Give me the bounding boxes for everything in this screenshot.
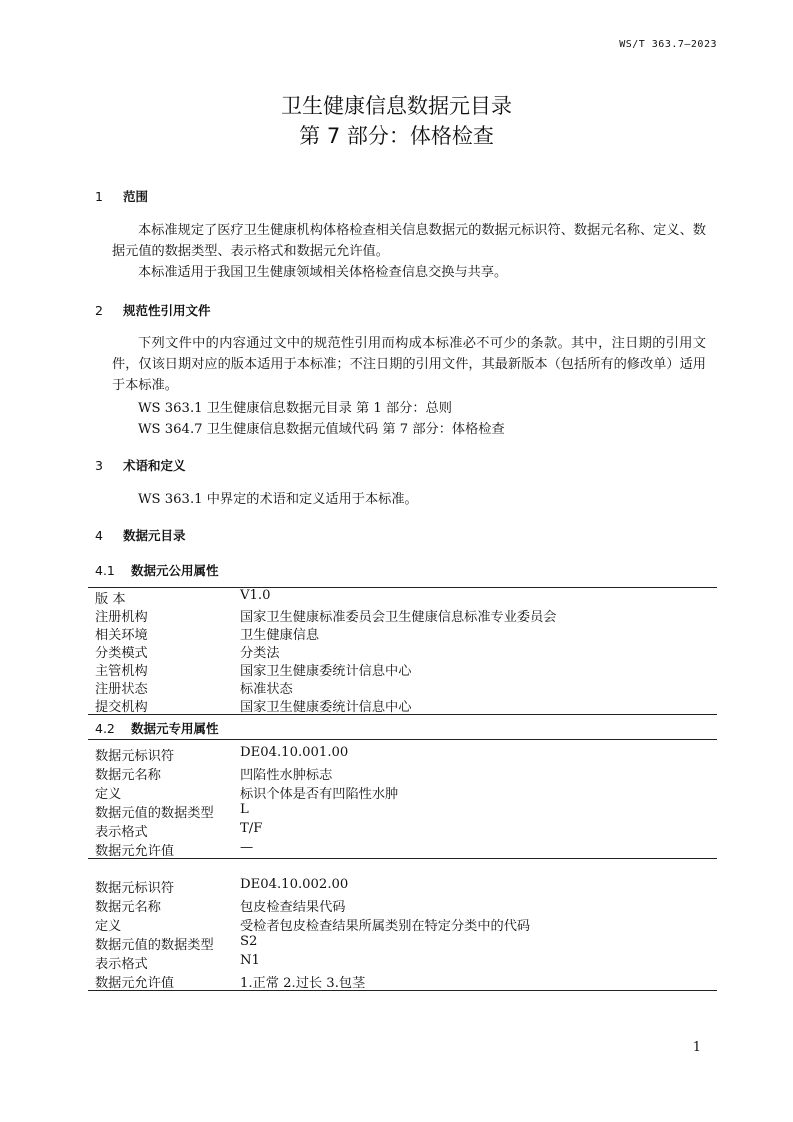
attribute-key: 版 本 [95, 592, 126, 607]
attribute-key: 提交机构 [95, 700, 148, 715]
section-heading-4 [95, 526, 186, 544]
attribute-key: 数据元名称 [95, 900, 161, 915]
section-heading-2 [95, 301, 211, 319]
section-heading-1 [95, 187, 148, 205]
attribute-key: 数据元允许值 [95, 844, 175, 859]
attribute-value: 卫生健康信息 [240, 628, 320, 643]
attribute-key: 注册状态 [95, 682, 148, 697]
attribute-key: 分类模式 [95, 646, 148, 661]
attribute-value: N1 [240, 953, 260, 968]
table-bottom-rule [88, 714, 717, 715]
section-title: 术语和定义 [123, 458, 186, 473]
attribute-key: 相关环境 [95, 628, 148, 643]
attribute-value: 1.正常 2.过长 3.包茎 [240, 976, 366, 991]
subsection-heading-4-2 [95, 719, 219, 737]
table-row [0, 678, 793, 696]
document-code: WS/T 363.7—2023 [619, 39, 717, 50]
table-row [0, 840, 793, 858]
attribute-value: 标识个体是否有凹陷性水肿 [240, 787, 399, 802]
attribute-key: 定义 [95, 919, 122, 934]
page-number: 1 [692, 1040, 701, 1055]
table-row [0, 606, 793, 624]
section-number: 3 [95, 458, 103, 473]
section-1-body [112, 220, 706, 283]
paragraph: 下列文件中的内容通过文中的规范性引用而构成本标准必不可少的条款。其中，注日期的引用文件，仅该日期对应的版本适用于本标准；不注日期的引用文件，其最新版本（包括所有的修改单）适用于本标准。 [112, 336, 706, 393]
table-row [0, 934, 793, 952]
section-2-body [112, 333, 706, 396]
subsection-title: 数据元公用属性 [131, 563, 219, 578]
attribute-key: 数据元标识符 [95, 881, 175, 896]
attribute-key: 数据元标识符 [95, 749, 175, 764]
attribute-value: 分类法 [240, 646, 280, 661]
attribute-key: 表示格式 [95, 825, 148, 840]
attribute-value: — [240, 840, 254, 855]
section-title: 数据元目录 [123, 528, 186, 543]
subsection-number: 4.2 [95, 721, 115, 736]
table-row [0, 915, 793, 933]
table-row [0, 953, 793, 971]
table-row [0, 764, 793, 782]
subsection-heading-4-1 [95, 561, 219, 579]
attribute-key: 数据元允许值 [95, 976, 175, 991]
paragraph: WS 363.1 中界定的术语和定义适用于本标准。 [138, 492, 418, 507]
attribute-value: 包皮检查结果代码 [240, 900, 346, 915]
table-row [0, 877, 793, 895]
table-row [0, 624, 793, 642]
attribute-value: 国家卫生健康委统计信息中心 [240, 664, 412, 679]
attribute-value: V1.0 [240, 588, 271, 603]
attribute-value: L [240, 802, 249, 817]
attribute-key: 定义 [95, 787, 122, 802]
attribute-key: 主管机构 [95, 664, 148, 679]
document-subtitle: 第 7 部分：体格检查 [299, 124, 494, 148]
table-row [0, 642, 793, 660]
attribute-value: 国家卫生健康标准委员会卫生健康信息标准专业委员会 [240, 610, 557, 625]
table-row [0, 802, 793, 820]
subsection-title: 数据元专用属性 [131, 721, 219, 736]
table-row [0, 896, 793, 914]
table-bottom-rule [88, 990, 717, 991]
section-title: 范围 [123, 189, 149, 204]
table-row [0, 588, 793, 606]
section-title: 规范性引用文件 [123, 303, 211, 318]
attribute-key: 数据元值的数据类型 [95, 806, 214, 821]
attribute-value: DE04.10.001.00 [240, 745, 349, 760]
attribute-key: 注册机构 [95, 610, 148, 625]
table-row [0, 821, 793, 839]
subsection-number: 4.1 [95, 563, 115, 578]
section-heading-3 [95, 456, 186, 474]
document-title: 卫生健康信息数据元目录 [281, 94, 512, 118]
normative-reference: WS 363.1 卫生健康信息数据元目录 第 1 部分：总则 [138, 401, 452, 416]
paragraph: 本标准适用于我国卫生健康领域相关体格检查信息交换与共享。 [138, 265, 508, 280]
table-row [0, 660, 793, 678]
table-row [0, 696, 793, 714]
attribute-value: 受检者包皮检查结果所属类别在特定分类中的代码 [240, 919, 531, 934]
table-top-rule [88, 739, 717, 740]
attribute-key: 表示格式 [95, 957, 148, 972]
attribute-value: 国家卫生健康委统计信息中心 [240, 700, 412, 715]
section-number: 4 [95, 528, 103, 543]
attribute-key: 数据元名称 [95, 768, 161, 783]
table-row [0, 783, 793, 801]
attribute-value: 凹陷性水肿标志 [240, 768, 333, 783]
section-number: 1 [95, 189, 103, 204]
table-row [0, 972, 793, 990]
section-number: 2 [95, 303, 103, 318]
attribute-value: DE04.10.002.00 [240, 877, 349, 892]
paragraph: 本标准规定了医疗卫生健康机构体格检查相关信息数据元的数据元标识符、数据元名称、定义、数据元值的数据类型、表示格式和数据元允许值。 [112, 223, 706, 259]
attribute-value: 标准状态 [240, 682, 293, 697]
attribute-value: S2 [240, 934, 258, 949]
attribute-value: T/F [240, 821, 263, 836]
attribute-key: 数据元值的数据类型 [95, 938, 214, 953]
table-separator-rule [88, 858, 717, 859]
normative-reference: WS 364.7 卫生健康信息数据元值域代码 第 7 部分：体格检查 [138, 422, 505, 437]
table-row [0, 745, 793, 763]
